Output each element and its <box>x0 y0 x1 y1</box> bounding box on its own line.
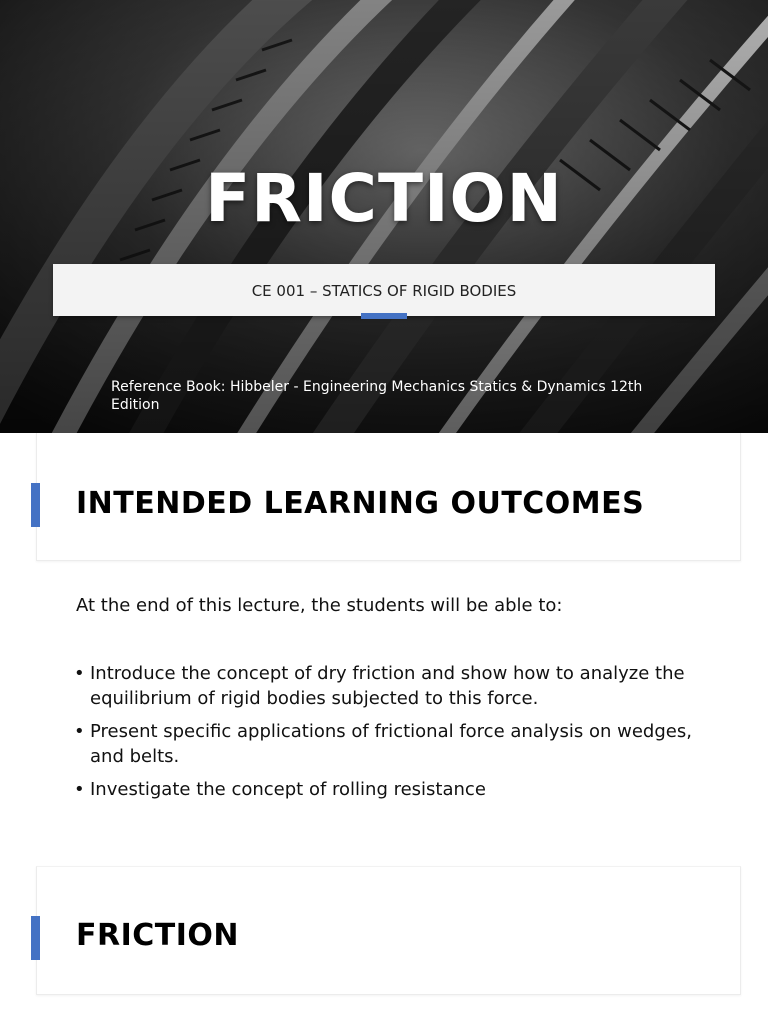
subtitle-accent-bar <box>361 313 407 319</box>
outcomes-section-marker <box>31 483 40 527</box>
friction-section-marker <box>31 916 40 960</box>
outcomes-intro: At the end of this lecture, the students will be able to: <box>76 595 563 616</box>
title-slide <box>0 0 768 433</box>
list-item <box>74 719 704 769</box>
outcome-text: Investigate the concept of rolling resistance <box>90 779 486 800</box>
list-item <box>74 661 704 711</box>
bullet-glyph: • <box>74 779 85 800</box>
bullet-glyph: • <box>74 663 85 684</box>
course-subtitle: CE 001 – STATICS OF RIGID BODIES <box>251 282 517 300</box>
slide-title: FRICTION <box>205 160 563 237</box>
outcome-text: Introduce the concept of dry friction and show how to analyze the equilibrium of rigid bodies subjected to this force. <box>90 663 685 709</box>
outcome-text: Present specific applications of frictional force analysis on wedges, and belts. <box>90 721 692 767</box>
reference-book-note: Reference Book: Hibbeler - Engineering Mechanics Statics & Dynamics 12th Edition <box>111 379 643 413</box>
outcomes-heading: INTENDED LEARNING OUTCOMES <box>76 486 645 521</box>
outcomes-list <box>74 661 704 810</box>
friction-heading: FRICTION <box>76 918 240 953</box>
list-item <box>74 777 704 802</box>
subtitle-box <box>53 264 715 316</box>
bullet-glyph: • <box>74 721 85 742</box>
